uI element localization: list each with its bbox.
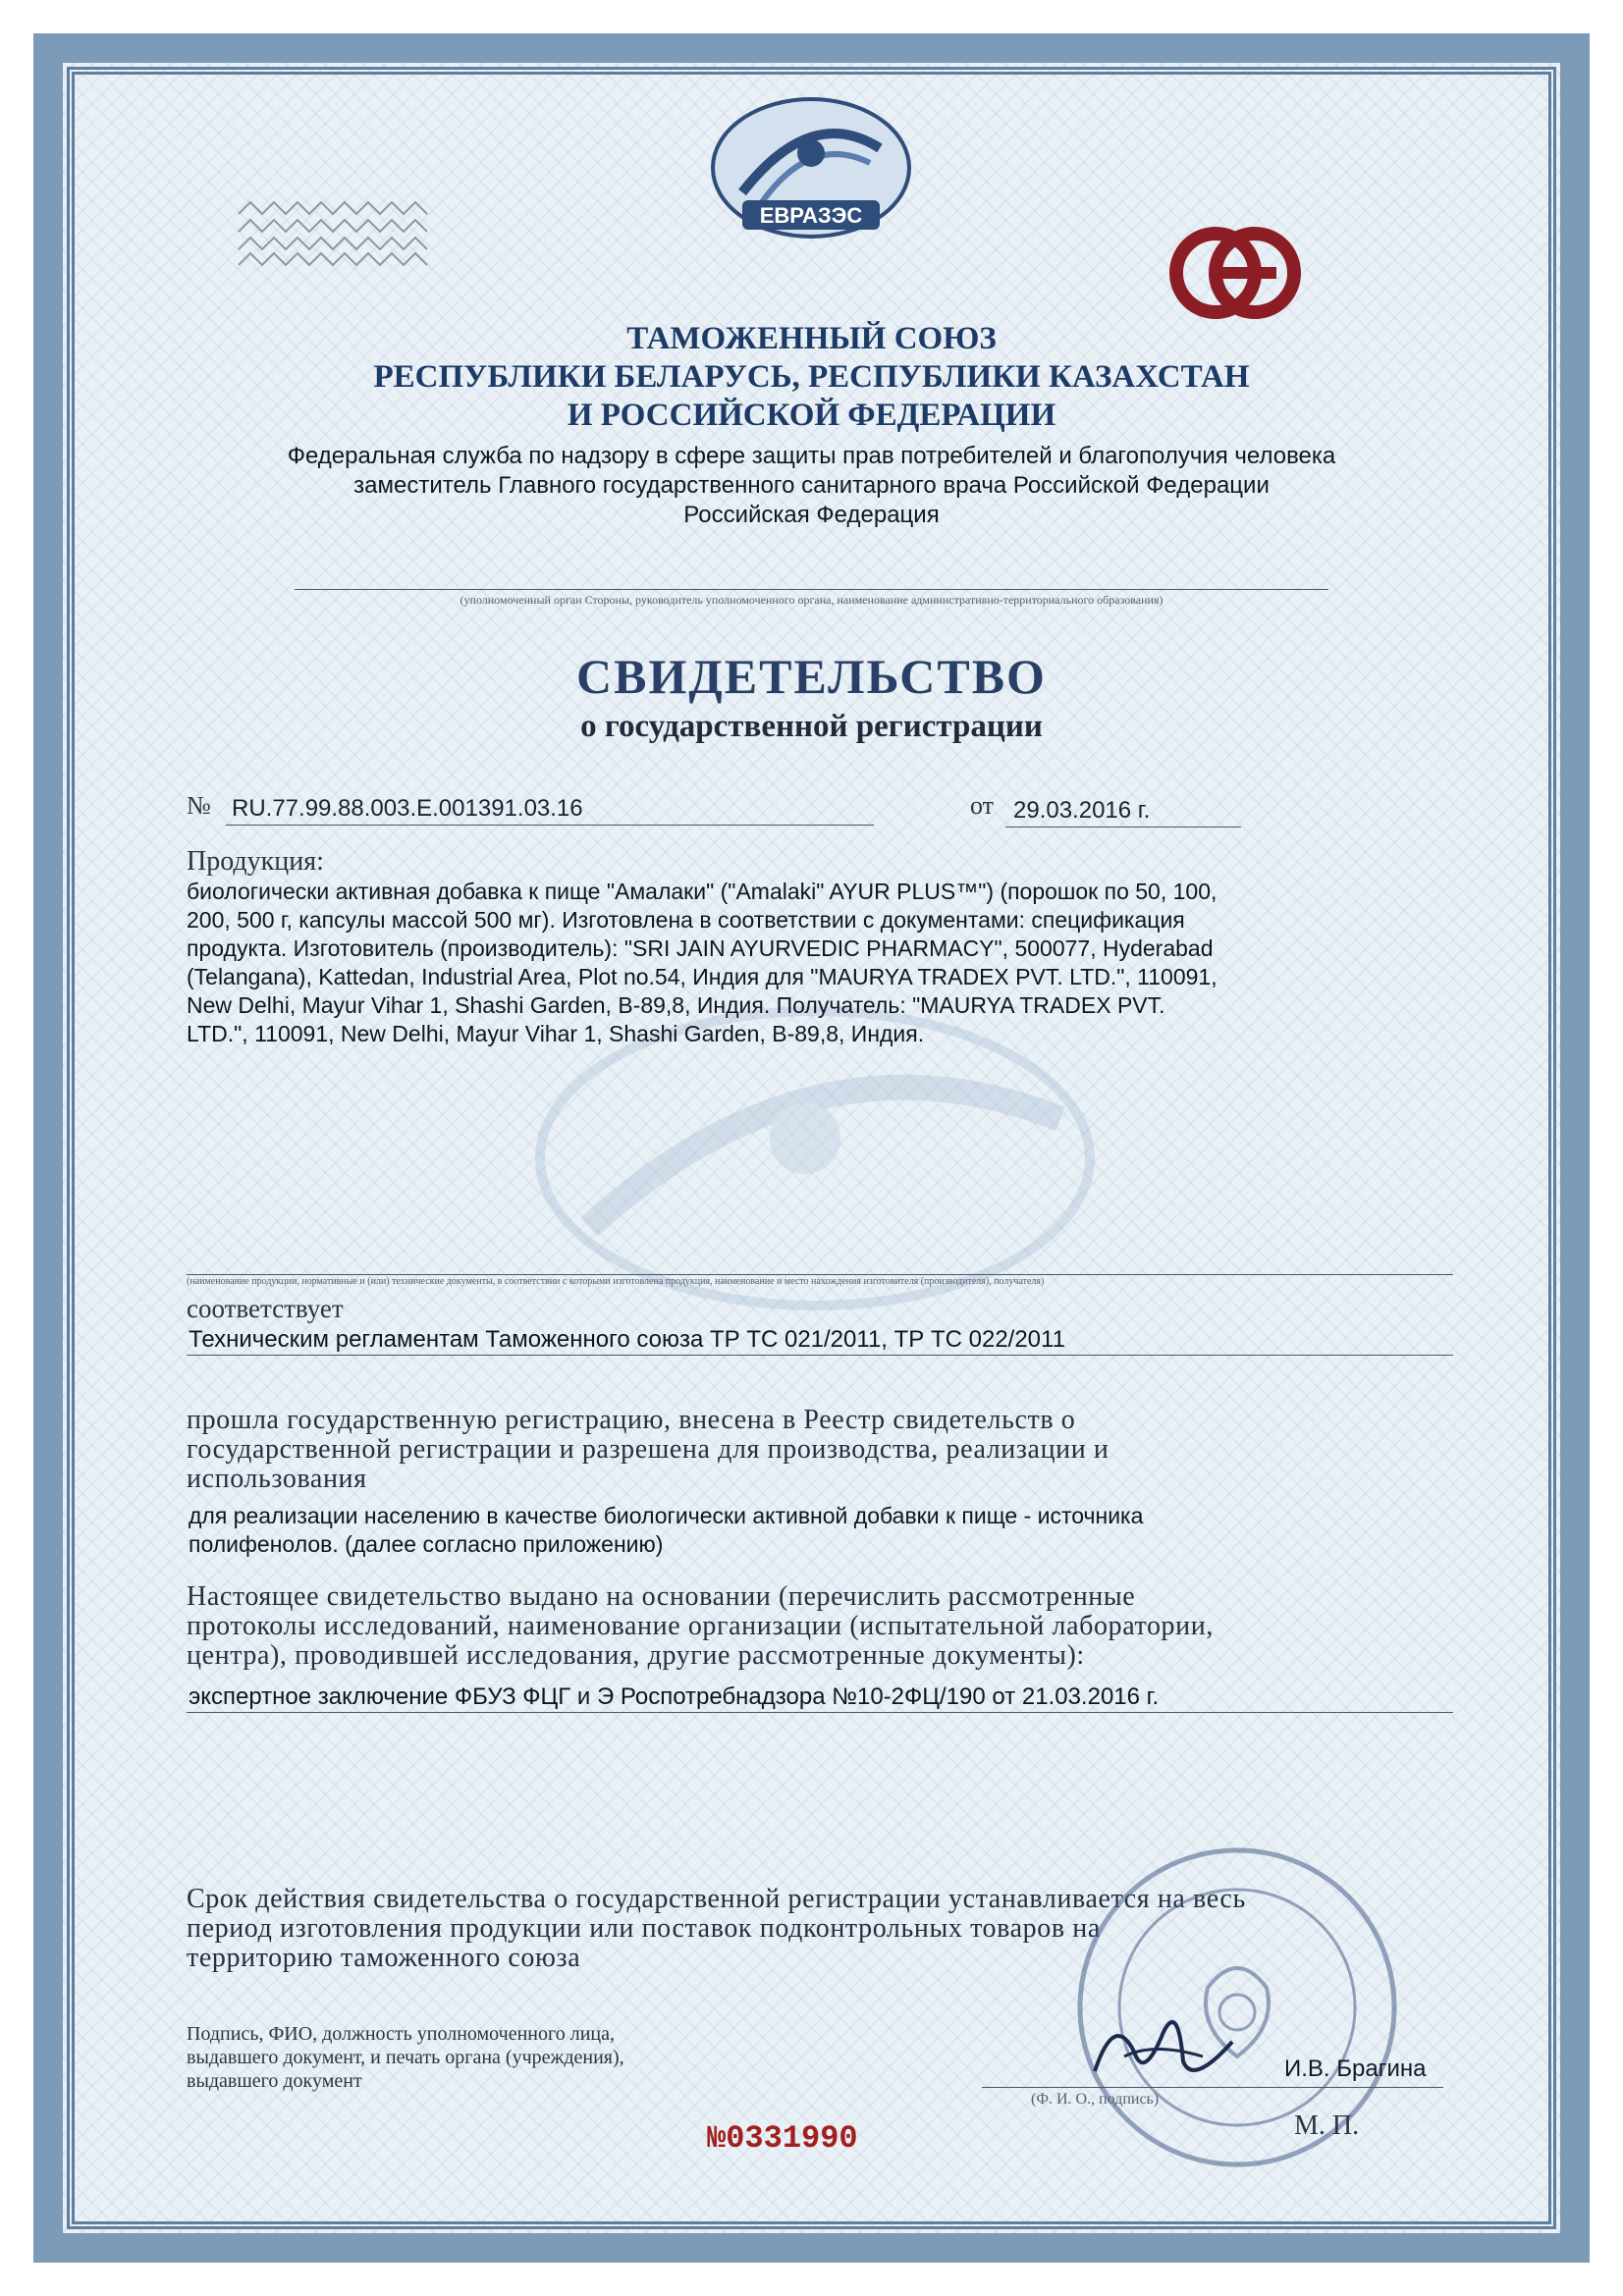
basis-line: Настоящее свидетельство выдано на основании (перечислить рассмотренные [187, 1581, 1136, 1612]
handwritten-signature [1085, 2002, 1242, 2091]
signature-caption [187, 2022, 893, 2093]
signatory-underline [982, 2087, 1443, 2088]
validity-line: территорию таможенного союза [187, 1943, 581, 1973]
security-pattern [234, 196, 440, 267]
conformity-label: соответствует [187, 1294, 344, 1323]
authority-line-1: Федеральная служба по надзору в сфере защиты прав потребителей и благополучия человека [287, 443, 1336, 469]
union-header [157, 320, 1466, 435]
authority-line-2: заместитель Главного государственного санитарного врача Российской Федерации [353, 472, 1270, 499]
usage-scope [189, 1502, 1455, 1559]
watermark-emblem [511, 1001, 1119, 1315]
usage-line: полифенолов. (далее согласно приложению) [189, 1531, 664, 1557]
validity-line: Срок действия свидетельства о государственной регистрации устанавливается на весь [187, 1884, 1246, 1914]
product-line: 200, 500 г, капсулы массой 500 мг). Изготовлена в соответствии с документами: спецификация [187, 907, 1185, 933]
product-line: биологически активная добавка к пище "Амалаки" ("Amalaki" AYUR PLUS™") (порошок по 50, 100, [187, 879, 1217, 904]
usage-line: для реализации населению в качестве биологически активной добавки к пище - источника [189, 1503, 1144, 1528]
statement-line: прошла государственную регистрацию, внесена в Реестр свидетельств о [187, 1405, 1076, 1435]
validity-line: период изготовления продукции или поставок подконтрольных товаров на [187, 1913, 1101, 1944]
authority-caption: (уполномоченный орган Стороны, руководитель уполномоченного органа, наименование административно-территориального образования) [460, 593, 1163, 607]
product-line: New Delhi, Mayur Vihar 1, Shashi Garden, B-89,8, Индия. Получатель: "MAURYA TRADEX PVT. [187, 992, 1165, 1018]
signatory-name: И.В. Брагина [1284, 2056, 1427, 2082]
basis-underline [187, 1712, 1453, 1713]
statement-line: использования [187, 1464, 367, 1494]
union-line-2: РЕСПУБЛИКИ БЕЛАРУСЬ, РЕСПУБЛИКИ КАЗАХСТАН [373, 359, 1250, 395]
basis-statement [187, 1582, 1453, 1671]
registration-date: 29.03.2016 г. [1013, 797, 1151, 824]
signature-caption-line: выдавшего документ, и печать органа (учреждения), [187, 2047, 624, 2068]
product-description [187, 878, 1463, 1048]
signature-caption-line: Подпись, ФИО, должность уполномоченного лица, [187, 2023, 615, 2045]
certificate-title: СВИДЕТЕЛЬСТВО [576, 649, 1047, 704]
union-line-1: ТАМОЖЕННЫЙ СОЮЗ [626, 321, 997, 356]
signatory-caption: (Ф. И. О., подпись) [1031, 2091, 1160, 2108]
union-line-3: И РОССИЙСКОЙ ФЕДЕРАЦИИ [567, 398, 1056, 433]
serial-number: №0331990 [707, 2120, 858, 2157]
signature-caption-line: выдавшего документ [187, 2070, 362, 2092]
product-line: (Telangana), Kattedan, Industrial Area, Plot no.54, Индия для "MAURYA TRADEX PVT. LTD.", 110091, [187, 964, 1217, 989]
emblem-text: ЕВРАЗЭС [759, 203, 863, 228]
registration-number: RU.77.99.88.003.E.001391.03.16 [232, 795, 583, 822]
product-line: продукта. Изготовитель (производитель): "SRI JAIN AYURVEDIC PHARMACY", 500077, Hyderabad [187, 935, 1214, 961]
certificate-subtitle: о государственной регистрации [580, 709, 1043, 744]
number-underline [226, 825, 874, 826]
date-label: от [970, 791, 995, 820]
basis-line: протоколы исследований, наименование организации (испытательной лаборатории, [187, 1611, 1214, 1641]
product-underline [187, 1274, 1453, 1275]
conformity-text: Техническим регламентам Таможенного союза ТР ТС 021/2011, ТР ТС 022/2011 [189, 1326, 1065, 1353]
authority-underline [295, 589, 1328, 590]
conformity-mark-icon [1166, 224, 1304, 322]
authority-line-3: Российская Федерация [683, 502, 940, 528]
product-label: Продукция: [187, 846, 324, 877]
date-underline [1005, 827, 1241, 828]
seal-label: М. П. [1294, 2110, 1360, 2141]
product-caption: (наименование продукции, нормативные и (или) технические документы, в соответствии с которыми изготовлена продукция, наименование и место нахождения изготовителя (производителя), получателя) [187, 1276, 1045, 1287]
eurasec-emblem [703, 94, 919, 241]
product-line: LTD.", 110091, New Delhi, Mayur Vihar 1, Shashi Garden, B-89,8, Индия. [187, 1021, 925, 1046]
conformity-underline [187, 1355, 1453, 1356]
registration-statement [187, 1406, 1453, 1494]
basis-document: экспертное заключение ФБУЗ ФЦГ и Э Роспотребнадзора №10-2ФЦ/190 от 21.03.2016 г. [189, 1683, 1160, 1710]
number-label: № [187, 791, 211, 820]
statement-line: государственной регистрации и разрешена для производства, реализации и [187, 1434, 1109, 1465]
authority-block [157, 442, 1466, 530]
basis-line: центра), проводившей исследования, другие рассмотренные документы): [187, 1640, 1085, 1671]
